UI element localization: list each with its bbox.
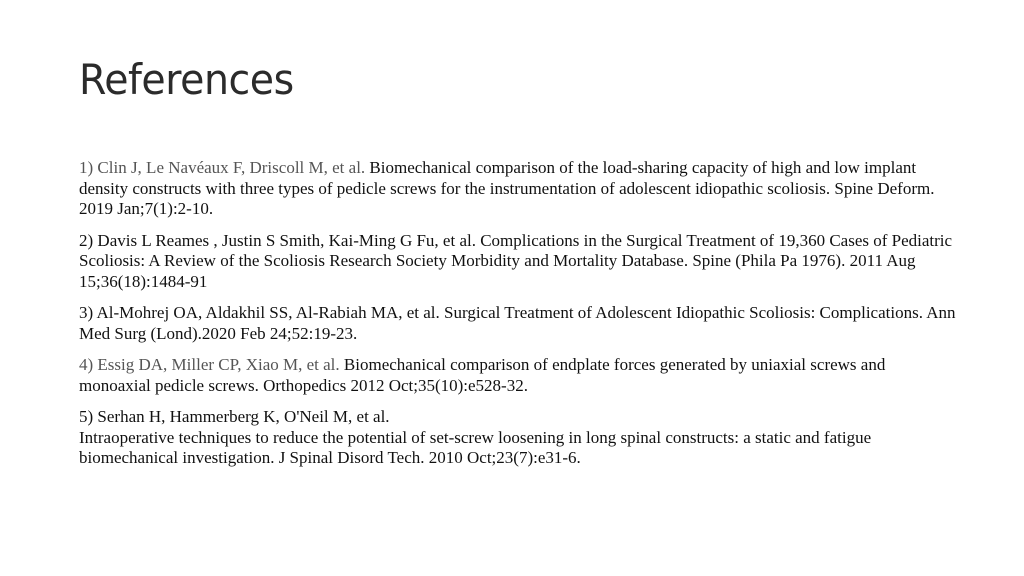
reference-citation: Complications in the Surgical Treatment of 19,360 Cases of Pediatric Scoliosis: A Review of the Scoliosis Research Society Morbidity and Mortality Database. Spine (Phila Pa 1976). 2011 Aug 15;36(18):1484-91 <box>79 230 953 291</box>
reference-item-5 <box>79 407 959 469</box>
reference-citation: Surgical Treatment of Adolescent Idiopathic Scoliosis: Complications. Ann Med Surg (Lond).2020 Feb 24;52:19-23. <box>79 303 956 343</box>
reference-authors: 4) Essig DA, Miller CP, Xiao M, et al. <box>79 355 340 374</box>
reference-item-3 <box>79 303 959 344</box>
reference-authors: 5) Serhan H, Hammerberg K, O'Neil M, et al. <box>79 407 390 426</box>
reference-item-2 <box>79 231 959 293</box>
reference-citation: Intraoperative techniques to reduce the potential of set-screw loosening in long spinal constructs: a static and fatigue biomechanical investigation. J Spinal Disord Tech. 2010 Oct;23(7):e31-6. <box>79 427 872 467</box>
reference-authors: 1) Clin J, Le Navéaux F, Driscoll M, et al. <box>79 158 366 177</box>
reference-authors: 3) Al-Mohrej OA, Aldakhil SS, Al-Rabiah MA, et al. <box>79 303 440 322</box>
reference-citation: Biomechanical comparison of the load-sharing capacity of high and low implant density constructs with three types of pedicle screws for the instrumentation of adolescent idiopathic scoliosis. Spine Deform. 2019 Jan;7(1):2-10. <box>79 158 935 218</box>
reference-item-1 <box>79 158 959 220</box>
reference-citation: Biomechanical comparison of endplate forces generated by uniaxial screws and monoaxial pedicle screws. Orthopedics 2012 Oct;35(10):e528-32. <box>79 355 886 395</box>
page-title: References <box>79 55 294 104</box>
reference-item-4 <box>79 355 959 396</box>
reference-list <box>79 158 959 480</box>
reference-authors: 2) Davis L Reames , Justin S Smith, Kai-Ming G Fu, et al. <box>79 230 476 250</box>
